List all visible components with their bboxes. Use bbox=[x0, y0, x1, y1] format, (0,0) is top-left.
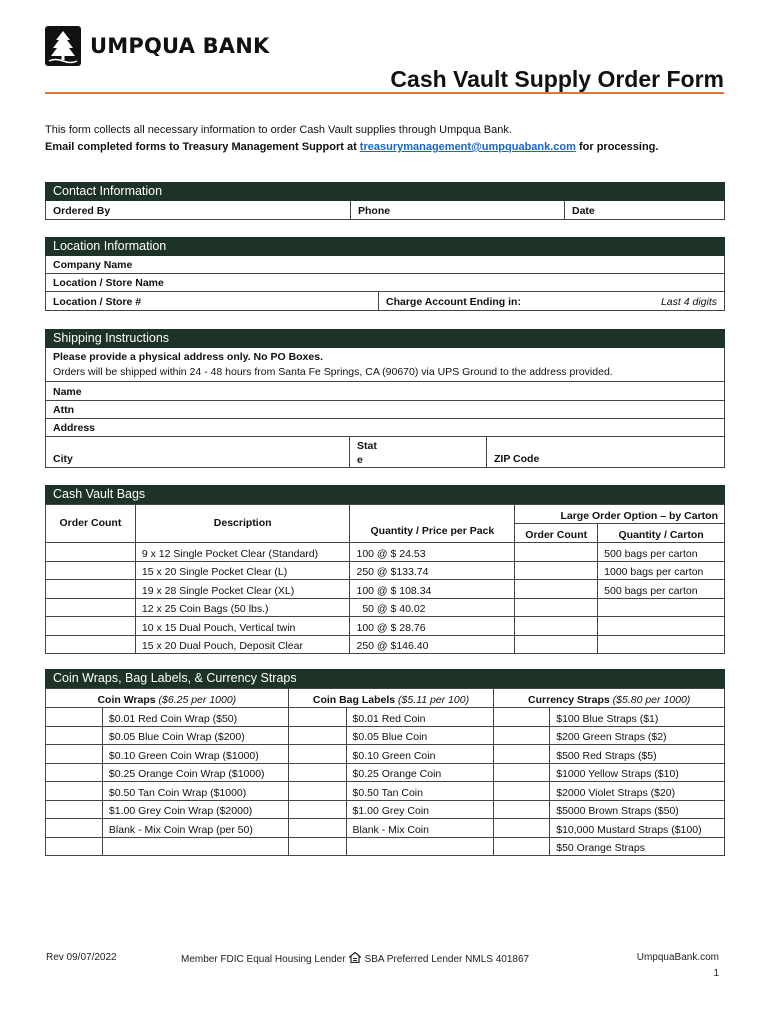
revision-date: Rev 09/07/2022 bbox=[46, 952, 117, 963]
bag-label-qty-input[interactable] bbox=[288, 726, 346, 745]
strap-qty-input[interactable] bbox=[494, 782, 550, 801]
attn-field[interactable]: Attn bbox=[53, 404, 74, 416]
location-heading: Location Information bbox=[45, 237, 725, 256]
charge-account-label: Charge Account Ending in: bbox=[386, 296, 521, 308]
carton-order-count-input[interactable] bbox=[515, 543, 598, 562]
website-link[interactable]: UmpquaBank.com bbox=[636, 952, 719, 963]
bag-description: 9 x 12 Single Pocket Clear (Standard) bbox=[135, 543, 350, 562]
coin-wrap-qty-input[interactable] bbox=[46, 763, 103, 782]
coin-wrap-item bbox=[102, 837, 288, 856]
coin-wrap-qty-input[interactable] bbox=[46, 782, 103, 801]
contact-section bbox=[45, 182, 725, 220]
bag-label-item: $0.50 Tan Coin bbox=[346, 782, 494, 801]
bag-qty-price: 100 @ $ 108.34 bbox=[350, 580, 515, 599]
bag-order-count-input[interactable] bbox=[46, 635, 136, 654]
coin-wrap-qty-input[interactable] bbox=[46, 745, 103, 764]
strap-item: $5000 Brown Straps ($50) bbox=[550, 800, 725, 819]
state-field[interactable] bbox=[350, 437, 487, 467]
coin-wrap-item: $0.05 Blue Coin Wrap ($200) bbox=[102, 726, 288, 745]
bag-label-qty-input[interactable] bbox=[288, 782, 346, 801]
currency-straps-price: ($5.80 per 1000) bbox=[612, 694, 691, 706]
coin-wrap-qty-input[interactable] bbox=[46, 837, 103, 856]
bag-label-item: $0.05 Blue Coin bbox=[346, 726, 494, 745]
currency-straps-header bbox=[494, 689, 725, 708]
ship-name-field[interactable]: Name bbox=[53, 386, 82, 398]
strap-item: $1000 Yellow Straps ($10) bbox=[550, 763, 725, 782]
carton-order-count-input[interactable] bbox=[515, 561, 598, 580]
intro-line-2-prefix: Email completed forms to Treasury Management Support at bbox=[45, 141, 360, 153]
strap-qty-input[interactable] bbox=[494, 800, 550, 819]
bag-row bbox=[46, 598, 725, 617]
bag-label-qty-input[interactable] bbox=[288, 837, 346, 856]
ordered-by-field[interactable]: Ordered By bbox=[46, 201, 351, 219]
coin-wrap-qty-input[interactable] bbox=[46, 708, 103, 727]
bag-order-count-input[interactable] bbox=[46, 598, 136, 617]
coin-wraps-price: ($6.25 per 1000) bbox=[158, 694, 237, 706]
store-name-field[interactable]: Location / Store Name bbox=[53, 277, 164, 289]
address-field[interactable]: Address bbox=[53, 422, 96, 434]
carton-qty: 500 bags per carton bbox=[598, 580, 725, 599]
coin-row bbox=[46, 763, 725, 782]
bag-label-item: $0.01 Red Coin bbox=[346, 708, 494, 727]
carton-qty: 500 bags per carton bbox=[598, 543, 725, 562]
bag-label-item: $0.10 Green Coin bbox=[346, 745, 494, 764]
coin-row bbox=[46, 782, 725, 801]
coin-wrap-qty-input[interactable] bbox=[46, 819, 103, 838]
bag-description: 12 x 25 Coin Bags (50 lbs.) bbox=[135, 598, 350, 617]
carton-order-count-header: Order Count bbox=[515, 524, 598, 543]
date-field[interactable]: Date bbox=[572, 205, 595, 217]
coins-table bbox=[45, 688, 725, 856]
bag-labels-price: ($5.11 per 100) bbox=[398, 694, 470, 706]
strap-item: $500 Red Straps ($5) bbox=[550, 745, 725, 764]
bag-description: 19 x 28 Single Pocket Clear (XL) bbox=[135, 580, 350, 599]
last-4-digits-field[interactable]: Last 4 digits bbox=[660, 296, 717, 308]
bag-description: 10 x 15 Dual Pouch, Vertical twin bbox=[135, 617, 350, 636]
bag-label-qty-input[interactable] bbox=[288, 745, 346, 764]
coin-wraps-header bbox=[46, 689, 289, 708]
bag-label-qty-input[interactable] bbox=[288, 800, 346, 819]
coin-wrap-item: $0.01 Red Coin Wrap ($50) bbox=[102, 708, 288, 727]
carton-qty: 1000 bags per carton bbox=[598, 561, 725, 580]
coin-row bbox=[46, 745, 725, 764]
bag-qty-price: 100 @ $ 28.76 bbox=[350, 617, 515, 636]
coin-wrap-item: Blank - Mix Coin Wrap (per 50) bbox=[102, 819, 288, 838]
shipping-note: Orders will be shipped within 24 - 48 hours from Santa Fe Springs, CA (90670) via UPS Ground to the address provided. bbox=[53, 366, 613, 378]
strap-qty-input[interactable] bbox=[494, 837, 550, 856]
bag-qty-price: 250 @ $133.74 bbox=[350, 561, 515, 580]
carton-order-count-input[interactable] bbox=[515, 580, 598, 599]
strap-item: $50 Orange Straps bbox=[550, 837, 725, 856]
member-fdic-text: Member FDIC Equal Housing Lender bbox=[181, 953, 346, 965]
city-field[interactable]: City bbox=[46, 437, 350, 467]
bags-heading: Cash Vault Bags bbox=[45, 485, 725, 504]
bag-order-count-input[interactable] bbox=[46, 617, 136, 636]
support-email-link[interactable]: treasurymanagement@umpquabank.com bbox=[359, 141, 576, 153]
bags-table bbox=[45, 504, 725, 654]
bag-label-item: $1.00 Grey Coin bbox=[346, 800, 494, 819]
company-name-field[interactable]: Company Name bbox=[53, 259, 133, 271]
carton-order-count-input[interactable] bbox=[515, 617, 598, 636]
shipping-heading: Shipping Instructions bbox=[45, 329, 725, 348]
bags-section bbox=[45, 485, 725, 654]
strap-item: $2000 Violet Straps ($20) bbox=[550, 782, 725, 801]
equal-housing-icon bbox=[349, 952, 361, 966]
state-label-b: e bbox=[357, 454, 363, 466]
intro-line-1: This form collects all necessary information to order Cash Vault supplies through Umpqua Bank. bbox=[45, 124, 512, 136]
strap-item: $10,000 Mustard Straps ($100) bbox=[550, 819, 725, 838]
location-section bbox=[45, 237, 725, 311]
carton-qty bbox=[598, 617, 725, 636]
bag-row bbox=[46, 543, 725, 562]
bag-description: 15 x 20 Dual Pouch, Deposit Clear bbox=[135, 635, 350, 654]
title-rule bbox=[45, 92, 724, 94]
carton-qty-header: Quantity / Carton bbox=[598, 524, 725, 543]
bag-label-qty-input[interactable] bbox=[288, 763, 346, 782]
bag-labels-header bbox=[288, 689, 494, 708]
bag-qty-price: 250 @ $146.40 bbox=[350, 635, 515, 654]
bag-label-item: $0.25 Orange Coin bbox=[346, 763, 494, 782]
page-number: 1 bbox=[713, 968, 719, 979]
coin-wraps-label: Coin Wraps bbox=[97, 694, 156, 706]
carton-qty bbox=[598, 635, 725, 654]
bag-labels-label: Coin Bag Labels bbox=[312, 694, 396, 706]
bag-row bbox=[46, 561, 725, 580]
bag-label-qty-input[interactable] bbox=[288, 819, 346, 838]
large-order-option-header: Large Order Option – by Carton bbox=[515, 505, 725, 524]
bank-logo bbox=[45, 26, 269, 66]
tree-logo-icon bbox=[45, 26, 81, 66]
bags-order-count-header: Order Count bbox=[46, 505, 136, 543]
bag-row bbox=[46, 580, 725, 599]
coin-wrap-item: $0.50 Tan Coin Wrap ($1000) bbox=[102, 782, 288, 801]
bag-order-count-input[interactable] bbox=[46, 561, 136, 580]
footer-right bbox=[637, 950, 719, 982]
strap-qty-input[interactable] bbox=[494, 708, 550, 727]
shipping-section bbox=[45, 329, 725, 468]
strap-qty-input[interactable] bbox=[494, 745, 550, 764]
coin-wrap-item: $1.00 Grey Coin Wrap ($2000) bbox=[102, 800, 288, 819]
logo-text: UMPQUA BANK bbox=[90, 34, 270, 58]
strap-qty-input[interactable] bbox=[494, 819, 550, 838]
coin-wrap-qty-input[interactable] bbox=[46, 800, 103, 819]
strap-qty-input[interactable] bbox=[494, 726, 550, 745]
contact-heading: Contact Information bbox=[45, 182, 725, 201]
bag-row bbox=[46, 617, 725, 636]
bag-order-count-input[interactable] bbox=[46, 580, 136, 599]
currency-straps-label: Currency Straps bbox=[528, 694, 610, 706]
strap-item: $100 Blue Straps ($1) bbox=[550, 708, 725, 727]
bag-label-item bbox=[346, 837, 494, 856]
carton-order-count-input[interactable] bbox=[515, 635, 598, 654]
bags-description-header: Description bbox=[135, 505, 350, 543]
store-number-field[interactable]: Location / Store # bbox=[46, 292, 379, 310]
bag-label-item: Blank - Mix Coin bbox=[346, 819, 494, 838]
coin-row bbox=[46, 708, 725, 727]
intro-text bbox=[45, 122, 735, 156]
intro-line-2-suffix: for processing. bbox=[575, 141, 659, 153]
coin-row bbox=[46, 837, 725, 856]
carton-qty bbox=[598, 598, 725, 617]
bag-label-qty-input[interactable] bbox=[288, 708, 346, 727]
state-label-a: Stat bbox=[357, 440, 377, 452]
coin-row bbox=[46, 800, 725, 819]
bag-qty-price: 100 @ $ 24.53 bbox=[350, 543, 515, 562]
footer-disclosures bbox=[181, 952, 529, 966]
strap-item: $200 Green Straps ($2) bbox=[550, 726, 725, 745]
phone-field[interactable]: Phone bbox=[351, 201, 565, 219]
coins-heading: Coin Wraps, Bag Labels, & Currency Straps bbox=[45, 669, 725, 688]
bag-order-count-input[interactable] bbox=[46, 543, 136, 562]
bag-row bbox=[46, 635, 725, 654]
strap-qty-input[interactable] bbox=[494, 763, 550, 782]
po-box-note: Please provide a physical address only. No PO Boxes. bbox=[53, 351, 323, 363]
sba-nmls-text: SBA Preferred Lender NMLS 401867 bbox=[364, 953, 530, 965]
coins-section bbox=[45, 669, 725, 856]
bags-qty-price-header: Quantity / Price per Pack bbox=[350, 505, 515, 543]
carton-order-count-input[interactable] bbox=[515, 598, 598, 617]
bag-description: 15 x 20 Single Pocket Clear (L) bbox=[135, 561, 350, 580]
intro-line-2 bbox=[45, 139, 735, 156]
coin-wrap-qty-input[interactable] bbox=[46, 726, 103, 745]
page-title: Cash Vault Supply Order Form bbox=[390, 66, 724, 92]
coin-row bbox=[46, 819, 725, 838]
coin-wrap-item: $0.10 Green Coin Wrap ($1000) bbox=[102, 745, 288, 764]
coin-wrap-item: $0.25 Orange Coin Wrap ($1000) bbox=[102, 763, 288, 782]
bag-qty-price: 50 @ $ 40.02 bbox=[350, 598, 515, 617]
zip-code-field[interactable]: ZIP Code bbox=[494, 453, 540, 465]
coin-row bbox=[46, 726, 725, 745]
